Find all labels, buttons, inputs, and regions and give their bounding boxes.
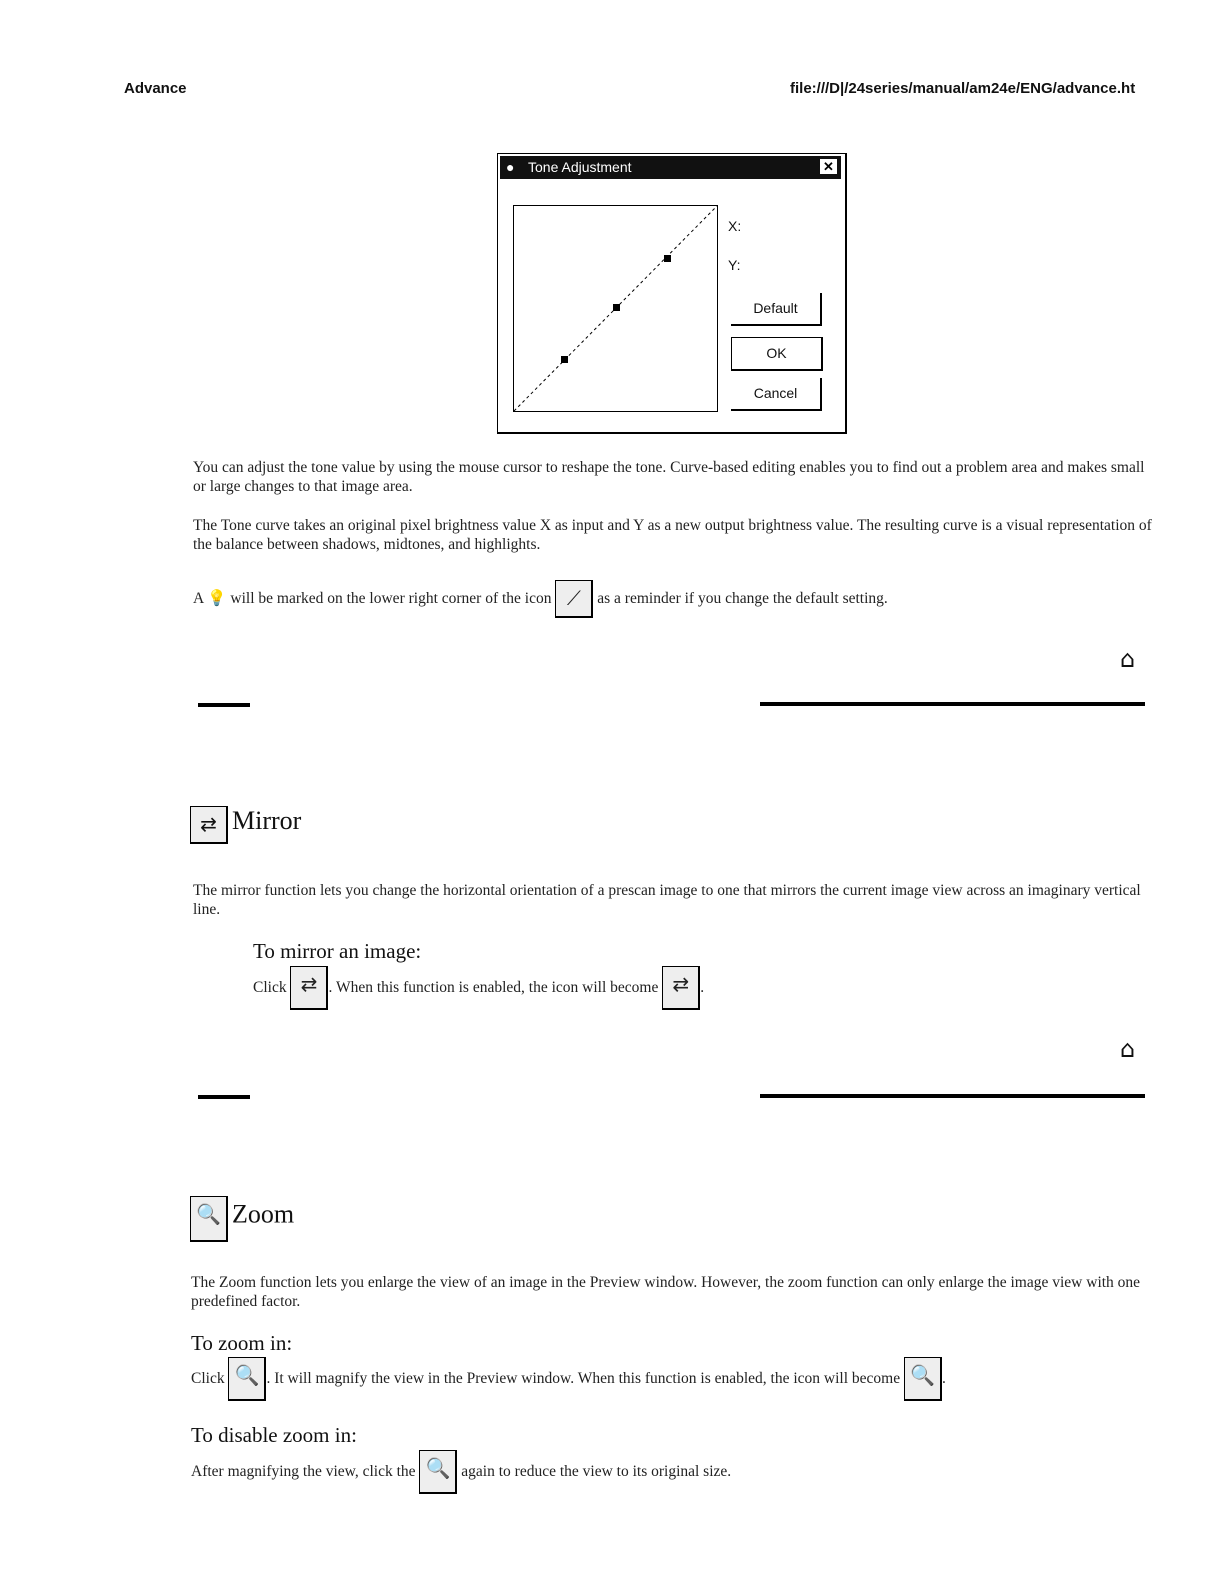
- text: A: [193, 590, 204, 607]
- text: . It will magnify the view in the Preview window. When this function is enabled, the icon will become: [266, 1370, 901, 1387]
- text: .: [941, 1370, 946, 1387]
- mirror-icon: ⇄: [290, 966, 328, 1010]
- curve-point[interactable]: [613, 304, 620, 311]
- mirror-instructions: [253, 966, 1213, 1010]
- text: will be marked on the lower right corner of the icon: [230, 590, 552, 607]
- mirror-heading: [190, 806, 301, 844]
- tone-paragraph-1: You can adjust the tone value by using the mouse cursor to reshape the tone. Curve-based editing enables you to find out a problem area and makes small or large changes to that image area.: [193, 459, 1145, 495]
- dialog-title: Tone Adjustment: [528, 159, 632, 175]
- zoom-disable-instructions: [191, 1450, 1151, 1494]
- divider: [760, 702, 1145, 706]
- text: again to reduce the view to its original size.: [461, 1463, 732, 1480]
- zoom-icon: 🔍: [228, 1357, 266, 1401]
- zoom-in-instructions: [191, 1357, 1171, 1401]
- tone-curve-icon: ⟋: [555, 580, 593, 618]
- y-label: Y:: [728, 257, 741, 273]
- header-title: Advance: [124, 80, 187, 97]
- tone-adjustment-dialog: [497, 153, 847, 434]
- divider: [198, 703, 250, 707]
- tone-paragraph-3: [193, 580, 1153, 618]
- zoom-enabled-icon: 🔍: [419, 1450, 457, 1494]
- zoom-paragraph: The Zoom function lets you enlarge the view of an image in the Preview window. However, the zoom function can only enlarge the image view with one predefined factor.: [191, 1274, 1141, 1310]
- text: . When this function is enabled, the icon will become: [328, 979, 659, 996]
- zoom-title: Zoom: [232, 1199, 295, 1229]
- dialog-title-bar: [500, 156, 841, 179]
- text: After magnifying the view, click the: [191, 1463, 416, 1480]
- mirror-subtitle: To mirror an image:: [253, 939, 422, 963]
- home-icon[interactable]: ⌂: [1120, 1035, 1136, 1063]
- zoom-disable-subtitle: To disable zoom in:: [191, 1423, 357, 1447]
- tone-curve-area[interactable]: [513, 205, 718, 412]
- text: .: [700, 979, 705, 996]
- header-url: file:///D|/24series/manual/am24e/ENG/advance.ht: [790, 80, 1136, 97]
- zoom-heading: [190, 1196, 294, 1242]
- zoom-icon: 🔍: [190, 1196, 228, 1242]
- mirror-icon: ⇄: [190, 806, 228, 844]
- curve-point[interactable]: [664, 255, 671, 262]
- home-icon[interactable]: ⌂: [1120, 645, 1136, 673]
- close-icon[interactable]: ✕: [820, 159, 837, 174]
- tone-paragraph-2: The Tone curve takes an original pixel brightness value X as input and Y as a new output brightness value. The resulting curve is a visual representation of the balance between shadows, midtones, and highlights.: [193, 517, 1152, 553]
- tone-curve: [514, 206, 717, 411]
- mirror-title: Mirror: [232, 806, 302, 835]
- ok-button[interactable]: OK: [731, 337, 823, 371]
- default-button[interactable]: Default: [731, 293, 822, 326]
- curve-point[interactable]: [561, 356, 568, 363]
- text: as a reminder if you change the default setting.: [597, 590, 888, 607]
- lightbulb-icon: 💡: [207, 590, 227, 607]
- divider: [198, 1095, 250, 1099]
- cancel-button[interactable]: Cancel: [731, 378, 822, 411]
- zoom-enabled-icon: 🔍: [904, 1357, 942, 1401]
- text: Click: [253, 979, 287, 996]
- divider: [760, 1094, 1145, 1098]
- zoom-in-subtitle: To zoom in:: [191, 1331, 293, 1355]
- mirror-enabled-icon: ⇄: [662, 966, 700, 1010]
- mirror-paragraph: The mirror function lets you change the horizontal orientation of a prescan image to one that mirrors the current image view across an imaginary vertical line.: [193, 882, 1141, 918]
- text: Click: [191, 1370, 225, 1387]
- x-label: X:: [728, 218, 742, 234]
- app-icon: ●: [506, 159, 515, 175]
